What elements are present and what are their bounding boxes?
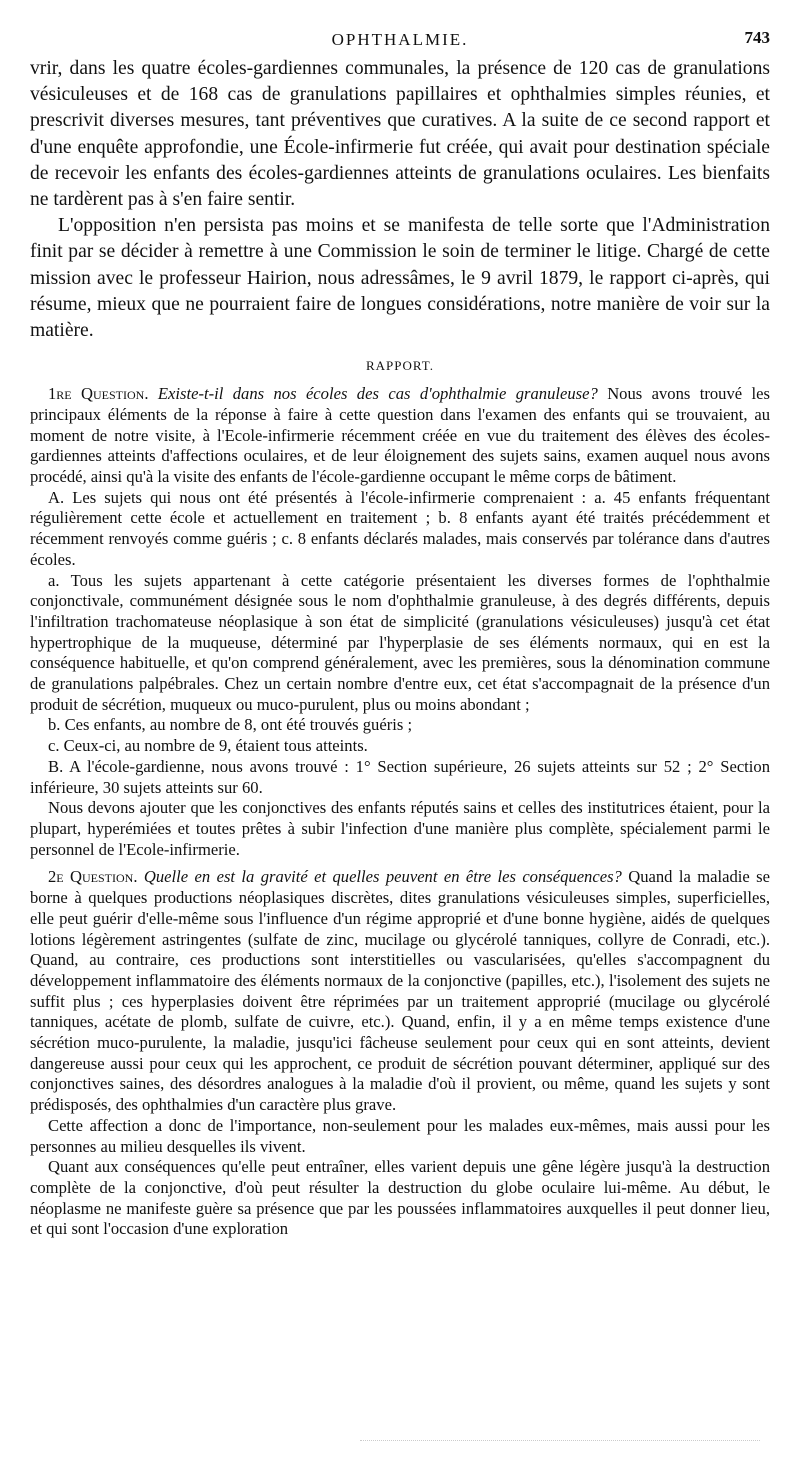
question-1-label: 1re Question. [48,384,149,404]
report-paragraph: a. Tous les sujets appartenant à cette catégorie présentaient les diverses formes de l'ophthalmie conjonctivale, communément désignée sous le nom d'ophthalmie granuleuse, à des degrés différents, depuis l'infiltration trachomateuse néoplasique à son état de simplicité (granulations vésiculeuses) jusqu'à cet état hypertrophique de la muqueuse, déterminé par l'hyperplasie de ses éléments normaux, qui en est la conséquence habituelle, et qu'on comprend généralement, avec les premières, sous la dénomination commune de granulations palpébrales. Chez un certain nombre d'entre eux, cet état s'accompagnait de la présence d'un produit de sécrétion, muqueux ou muco-purulent, plus ou moins abondant ; [30,570,770,714]
running-title: OPHTHALMIE. [331,30,469,49]
report-paragraph: c. Ceux-ci, au nombre de 9, étaient tous atteints. [48,736,368,756]
question-1-paragraph [30,384,770,488]
report-paragraph: b. Ces enfants, au nombre de 8, ont été trouvés guéris ; [48,715,413,735]
page-number: 743 [744,28,770,47]
report-paragraph: Cette affection a donc de l'importance, non-seulement pour les malades eux-mêmes, mais aussi pour les personnes au milieu desquelles ils vivent. [30,1115,770,1156]
report-paragraph: Nous devons ajouter que les conjonctives des enfants réputés sains et celles des institutrices étaient, pour la plupart, hyperémiées et toutes prêtes à subir l'infection d'une manière plus complète, spécialement parmi le personnel de l'Ecole-infirmerie. [30,798,770,859]
question-2-title: Quelle en est la gravité et quelles peuvent en être les conséquences? [143,867,622,887]
report-paragraph: Quant aux conséquences qu'elle peut entraîner, elles varient depuis une gêne légère jusqu'à la destruction complète de la conjonctive, d'où peut résulter la destruction du globe oculaire lui-même. Au début, le néoplasme ne manifeste guère sa présence que par les poussées inflammatoires auxquelles il peut donner lieu, et qui sont l'occasion d'une exploration [30,1157,770,1239]
intro-paragraph-2: L'opposition n'en persista pas moins et se manifesta de telle sorte que l'Administration finit par se décider à remettre à une Commission le soin de terminer le litige. Chargé de cette mission avec le professeur Hairion, nous adressâmes, le 9 avril 1879, le rapport ci-après, qui résume, mieux que ne pourraient faire de longues considérations, notre manière de voir sur la matière. [30,215,770,342]
report-paragraph: A. Les sujets qui nous ont été présentés à l'école-infirmerie comprenaient : a. 45 enfants fréquentant régulièrement cette école et actuellement en traitement ; b. 8 enfants ayant été traités précédemment et récemment renvoyés comme guéris ; c. 8 enfants déclarés malades, mais conservés par tolérance dans d'autres écoles. [30,487,770,569]
intro-text [30,56,770,344]
page-header [30,22,770,56]
question-2-text: Quand la maladie se borne à quelques productions néoplasiques discrètes, dites granulations vésiculeuses simples, superficielles, elle peut guérir d'elle-même sous l'influence d'un régime approprié et d'une bonne hygiène, aidés de quelques lotions légèrement astringentes (sulfate de zinc, mucilage ou glycérolé tanniques, collyre de Conradi, etc.). Quand, au contraire, ces productions sont interstitielles ou vascularisées, qu'elles s'accompagnent du développement inflammatoire des éléments normaux de la conjonctive (papilles, etc.), l'isolement des sujets ne suffit plus ; ces hyperplasies doivent être réprimées par un traitement approprié (mucilage ou glycérolé tanniques, acétate de plomb, sulfate de cuivre, etc.). Quand, enfin, il y a en même temps existence d'une sécrétion muco-purulente, la maladie, jusqu'ici fâcheuse seulement pour ceux qui en sont atteints, devient dangereuse aussi pour ceux qui les approchent, ce produit de sécrétion pouvant déterminer, appliqué sur des conjonctives saines, des désordres analogues à la maladie d'où il provient, ou même, quand les sujets y sont prédisposés, des ophthalmies d'un caractère plus grave. [30,867,770,1115]
question-1-text: Nous avons trouvé les principaux éléments de la réponse à faire à cette question dans l'examen des enfants qui se trouvaient, au moment de notre visite, à l'Ecole-infirmerie récemment créée en vue du traitement des élèves des écoles-gardiennes atteints d'affections oculaires, et de leur éloignement des sujets sains, examen auquel nous avons procédé, ainsi qu'à la visite des enfants de l'école-gardienne occupant le même corps de bâtiment. [30,384,770,487]
book-page [30,22,770,1240]
question-2-label: 2e Question. [48,867,138,887]
intro-paragraph-1: vrir, dans les quatre écoles-gardiennes communales, la présence de 120 cas de granulations vésiculeuses et de 168 cas de granulations papillaires et ophthalmies simples réunies, et prescrivit diverses mesures, tant préventives que curatives. A la suite de ce second rapport et d'une enquête approfondie, une École-infirmerie fut créée, qui avait pour destination spéciale de recevoir les enfants des écoles-gardiennes atteints de granulations oculaires. Les bienfaits ne tardèrent pas à s'en faire sentir. [30,58,770,211]
page-bottom-marks [360,1440,760,1443]
report-body [30,384,770,1240]
report-heading: RAPPORT. [365,358,435,374]
question-2-paragraph [30,867,770,1115]
question-1-title: Existe-t-il dans nos écoles des cas d'ophthalmie granuleuse? [157,384,598,404]
report-paragraph: B. A l'école-gardienne, nous avons trouvé : 1° Section supérieure, 26 sujets atteints sur 52 ; 2° Section inférieure, 30 sujets atteints sur 60. [30,756,770,797]
